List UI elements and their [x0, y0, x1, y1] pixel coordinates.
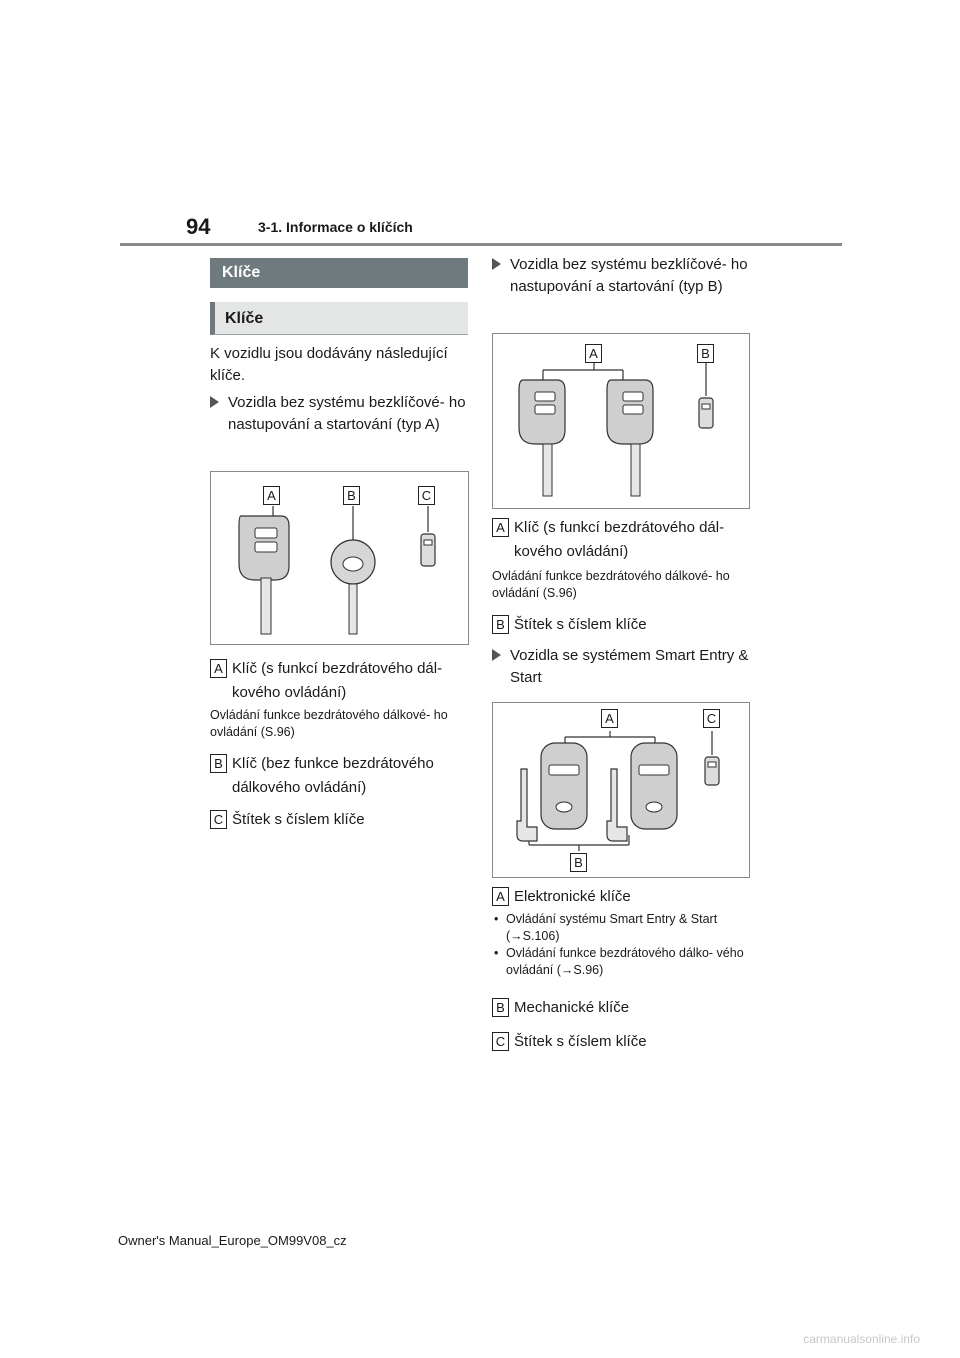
item-letter-b: B — [210, 754, 227, 773]
item-letter-a: A — [210, 659, 227, 678]
item-b-smart — [492, 996, 770, 1020]
item-letter-a: A — [492, 887, 509, 906]
mechanical-key-icon — [331, 540, 375, 634]
condition-type-a — [210, 392, 478, 436]
figure-label-c: C — [703, 709, 720, 728]
item-c-smart — [492, 1030, 770, 1054]
chapter-title: 3-1. Informace o klíčích — [258, 219, 413, 235]
keys-smart-entry-illustration — [493, 703, 749, 877]
figure-label-c: C — [418, 486, 435, 505]
figure-label-b: B — [343, 486, 360, 505]
smart-key-functions-list — [494, 911, 750, 979]
subsection-title-bar: Klíče — [210, 302, 468, 335]
item-letter-c: C — [210, 810, 227, 829]
intro-text: K vozidlu jsou dodávány následující klíče. — [210, 345, 448, 384]
smart-key-icon — [541, 743, 587, 829]
key-number-tag-icon — [699, 398, 713, 428]
section-title-bar: Klíče — [210, 258, 468, 288]
item-b-text: Mechanické klíče — [514, 999, 630, 1016]
item-a-note: Ovládání funkce bezdrátového dálkové- ho ovládání (S.96) — [210, 708, 448, 739]
key-number-tag-icon — [421, 534, 435, 566]
key-number-tag-icon — [705, 757, 719, 785]
item-letter-a: A — [492, 518, 509, 537]
figure-label-a: A — [263, 486, 280, 505]
figure-label-b: B — [697, 344, 714, 363]
smart-key-icon — [631, 743, 677, 829]
item-b-type-b — [492, 613, 770, 637]
remote-key-icon — [607, 380, 653, 496]
figure-label-a: A — [601, 709, 618, 728]
page-number: 94 — [186, 214, 211, 239]
item-c-text: Štítek s číslem klíče — [232, 811, 365, 828]
header-rule — [120, 243, 842, 246]
watermark-text: carmanualsonline.info — [803, 1332, 920, 1346]
triangle-bullet-icon — [492, 649, 501, 661]
item-b-text: Klíč (bez funkce bezdrátového dálkového ovládání) — [232, 755, 434, 796]
figure-label-a: A — [585, 344, 602, 363]
item-c-type-a — [210, 808, 492, 832]
footer-text: Owner's Manual_Europe_OM99V08_cz — [118, 1233, 347, 1248]
item-a-note: Ovládání funkce bezdrátového dálkové- ho ovládání (S.96) — [492, 569, 730, 600]
remote-key-icon — [519, 380, 565, 496]
figure-label-b: B — [570, 853, 587, 872]
item-a-type-a — [210, 657, 492, 705]
remote-key-icon — [239, 516, 289, 634]
item-a-text: Klíč (s funkcí bezdrátového dál- kového ovládání) — [232, 660, 443, 701]
item-letter-b: B — [492, 615, 509, 634]
item-c-text: Štítek s číslem klíče — [514, 1033, 647, 1050]
condition-type-a-text: Vozidla bez systému bezklíčové- ho nastupování a startování (typ A) — [228, 394, 466, 433]
condition-type-b-text: Vozidla bez systému bezklíčové- ho nastupování a startování (typ B) — [510, 256, 748, 295]
item-a-text: Elektronické klíče — [514, 888, 631, 905]
figure-keys-type-a — [210, 471, 469, 645]
item-b-type-a — [210, 752, 492, 800]
triangle-bullet-icon — [492, 258, 501, 270]
item-letter-b: B — [492, 998, 509, 1017]
condition-type-b — [492, 254, 762, 298]
triangle-bullet-icon — [210, 396, 219, 408]
condition-smart-entry-text: Vozidla se systémem Smart Entry & Start — [510, 647, 749, 686]
item-b-text: Štítek s číslem klíče — [514, 616, 647, 633]
item-a-type-b — [492, 516, 770, 564]
item-letter-c: C — [492, 1032, 509, 1051]
item-a-smart — [492, 885, 770, 909]
list-item: • Ovládání systému Smart Entry & Start (→S.106) — [494, 911, 750, 945]
figure-keys-type-b — [492, 333, 750, 509]
item-a-text: Klíč (s funkcí bezdrátového dál- kového ovládání) — [514, 519, 725, 560]
list-item: • Ovládání funkce bezdrátového dálko- vého ovládání (→S.96) — [494, 945, 750, 979]
figure-keys-smart-entry — [492, 702, 750, 878]
condition-smart-entry — [492, 645, 766, 689]
